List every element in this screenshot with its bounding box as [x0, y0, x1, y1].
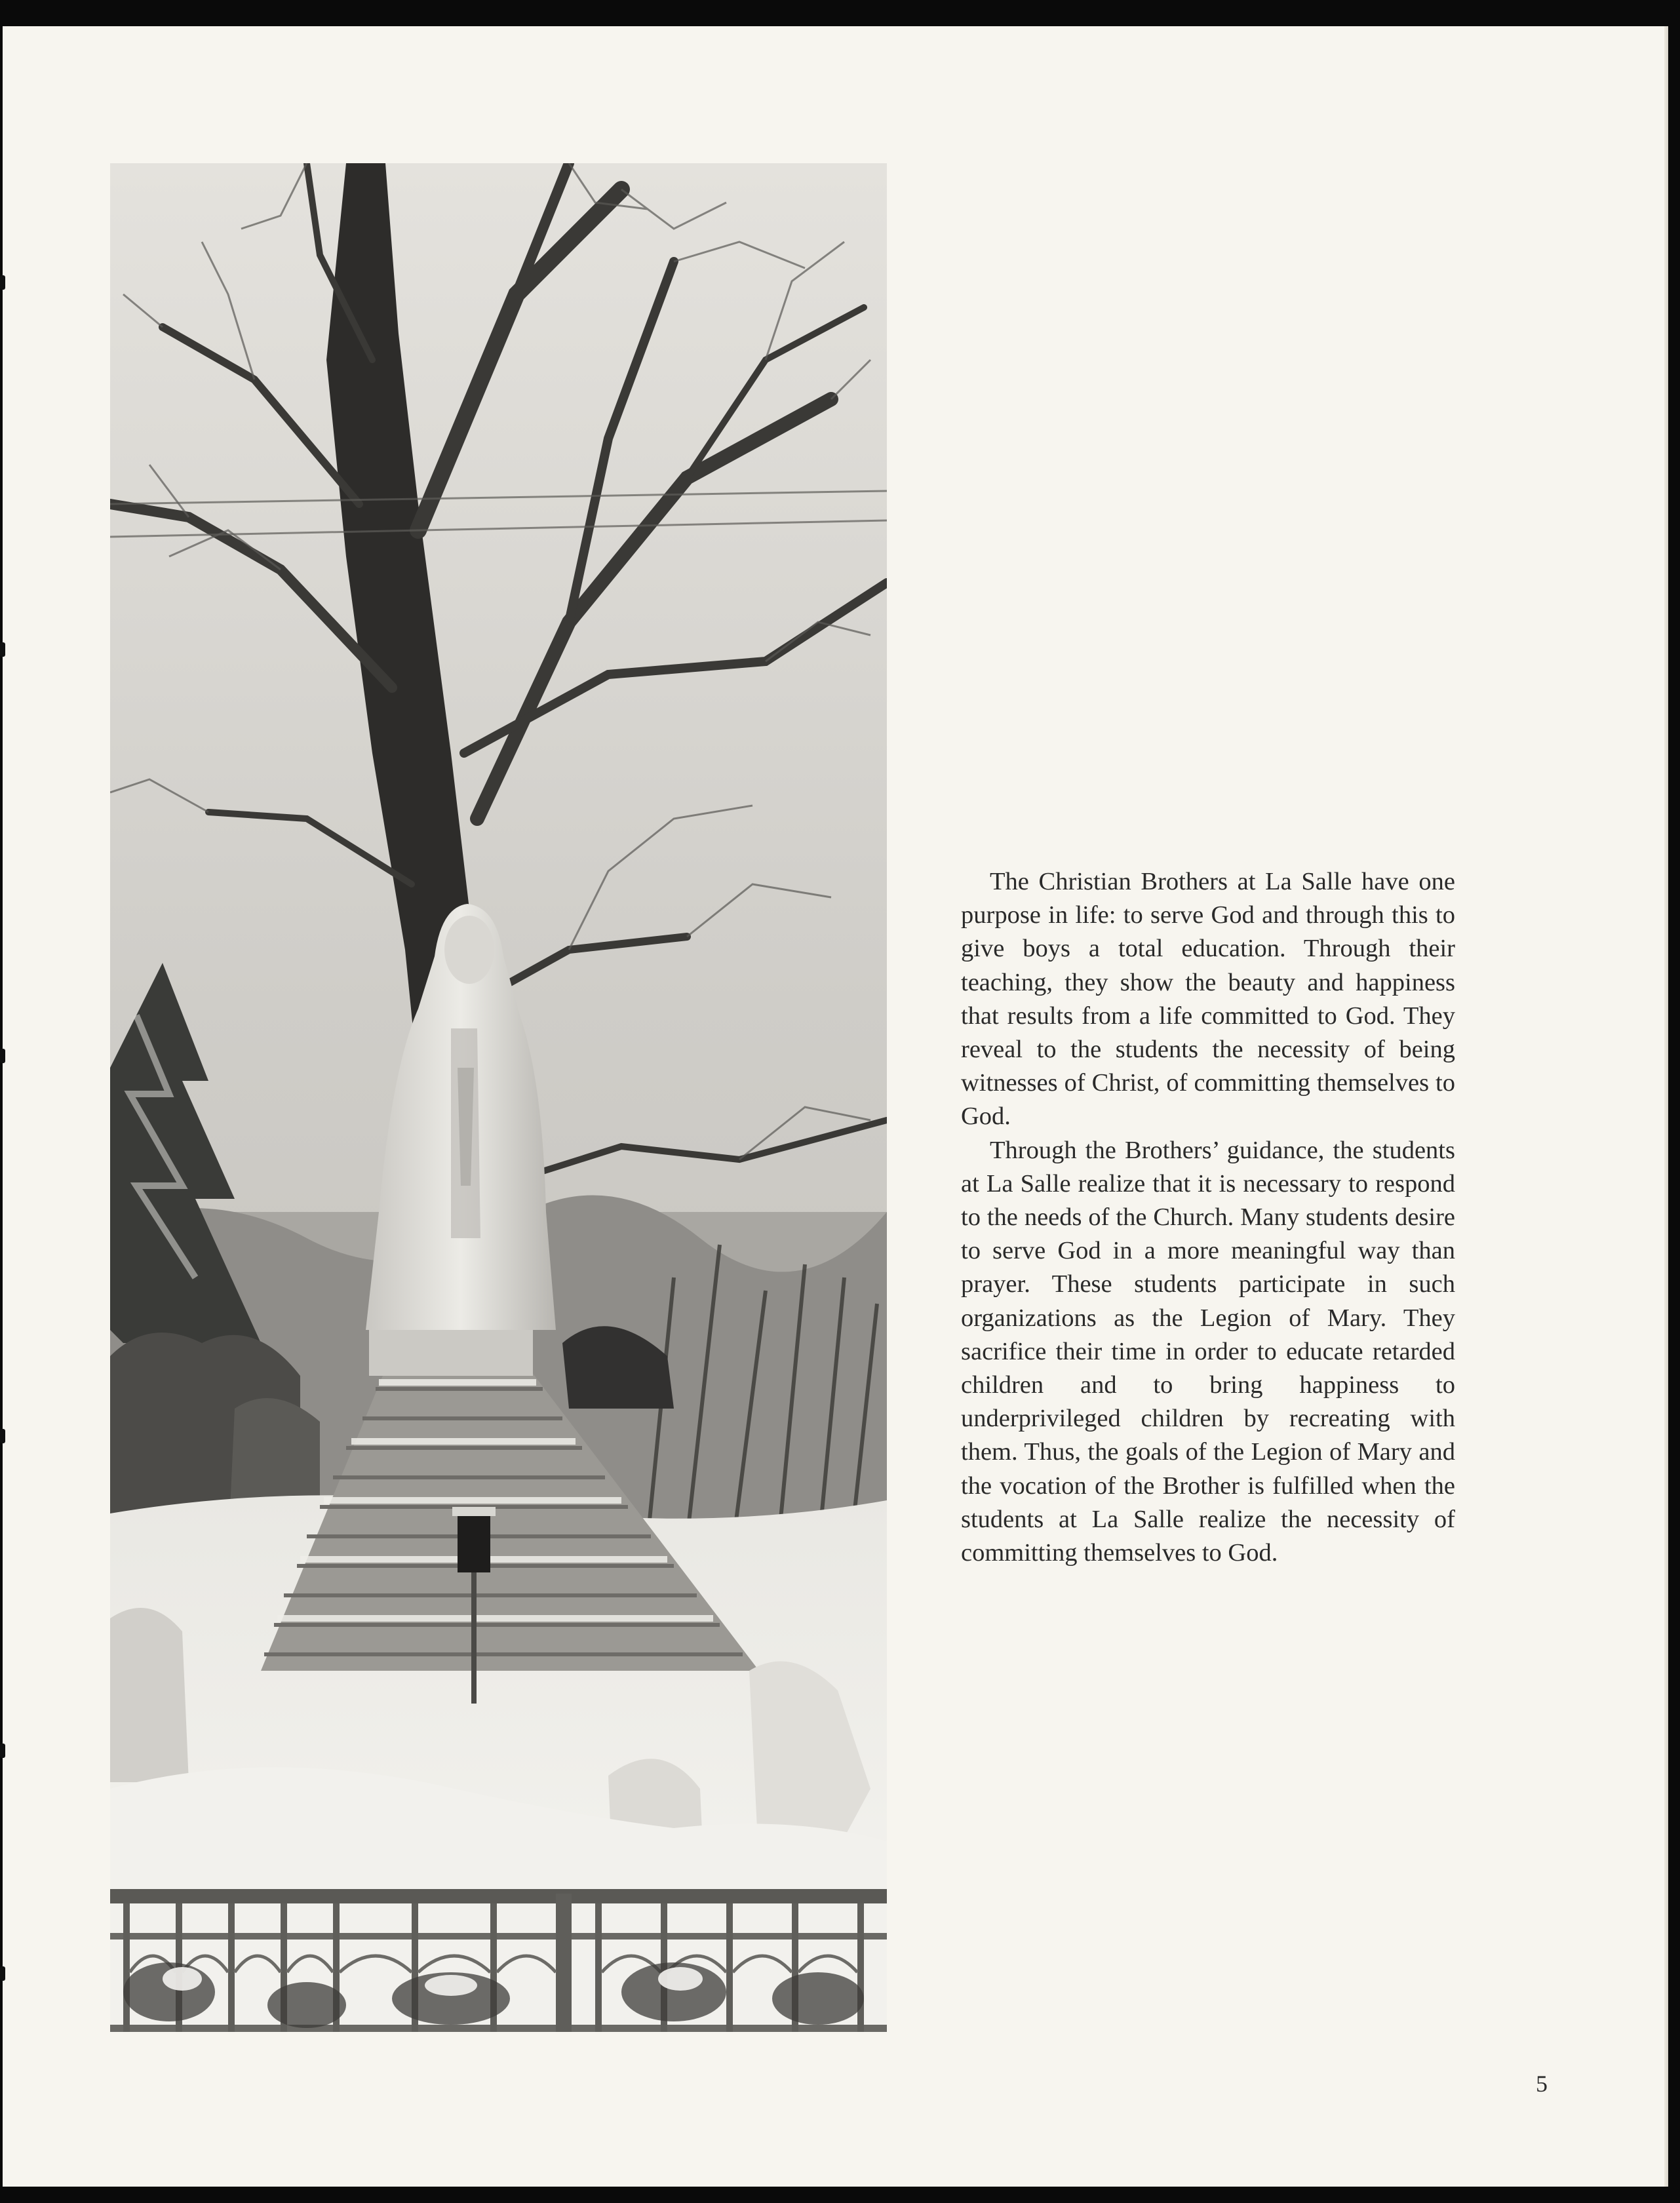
paragraph-2: Through the Brothers’ guidance, the students at La Salle realize that it is necessary to respond to the needs of the Church. Many students desire to serve God in a more meaningful way than prayer. These students participate in such organizations as the Legion of Mary. They sacrifice their time in order to educate retarded children and to bring happiness to underprivileged children by recreating with them. Thus, the goals of the Legion of Mary and the vocation of the Brother is fulfilled when the students at La Salle realize the necessity of committing themselves to God. [961, 1136, 1455, 1567]
statue-in-snow-photo [110, 163, 887, 2032]
binding-hole [0, 1966, 5, 1981]
binding-hole [0, 1049, 5, 1063]
binding-hole [0, 642, 5, 657]
paragraph-1: The Christian Brothers at La Salle have one purpose in life: to serve God and through this to give boys a total education. Through their teaching, they show the beauty and happiness that results from a life committed to God. They reveal to the students the necessity of being witnesses of Christ, of committing themselves to God. [961, 868, 1455, 1131]
binding-hole [0, 275, 5, 290]
binding-hole [0, 1429, 5, 1443]
page-number: 5 [1536, 2071, 1548, 2097]
binding-hole [0, 1744, 5, 1758]
article-body [961, 865, 1455, 1570]
page-edge-shadow [1664, 26, 1668, 2187]
binding-holes [0, 0, 9, 2203]
